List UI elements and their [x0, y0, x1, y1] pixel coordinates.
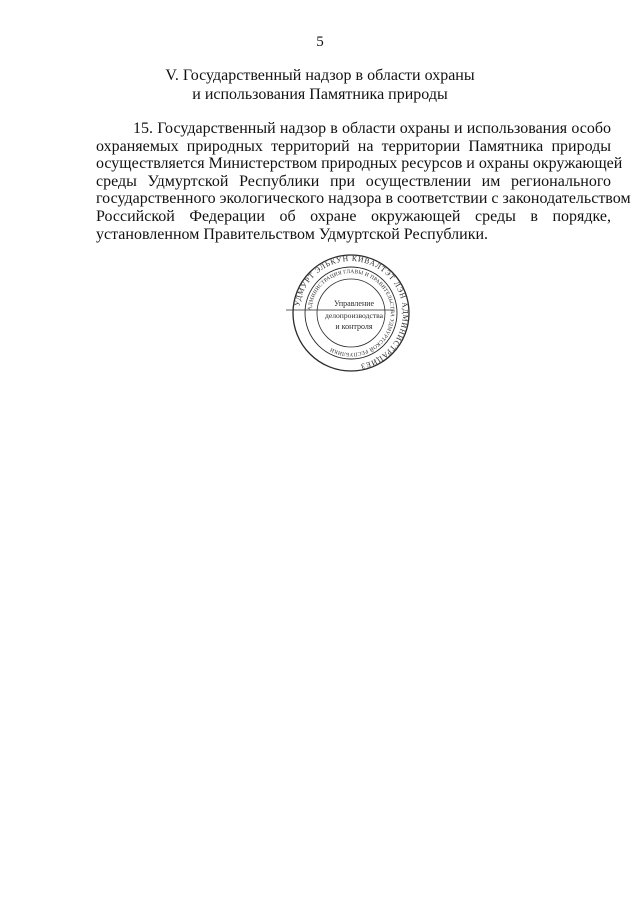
stamp-center-line-3: и контроля: [335, 322, 373, 331]
section-heading-line-1: V. Государственный надзор в области охраны: [165, 67, 475, 84]
stamp-outer-text: УДМУРТ ЭЛЬКУН КИВАЛТЭТ ЛЭН АДМИНИСТРАЦИЕЗ: [292, 253, 411, 372]
paragraph-line: среды Удмуртской Республики при осуществлении им регионального: [96, 172, 611, 190]
paragraph-line: осуществляется Министерством природных ресурсов и охраны окружающей: [96, 155, 623, 173]
section-heading: [60, 66, 580, 104]
paragraph-line: охраняемых природных территорий на территории Памятника природы: [96, 137, 611, 155]
section-heading-line-2: и использования Памятника природы: [192, 86, 448, 103]
official-stamp: [286, 253, 416, 373]
paragraph-line: 15. Государственный надзор в области охраны и использования особо: [133, 120, 611, 137]
stamp-center-line-1: Управление: [333, 299, 375, 308]
paragraph-line: установленном Правительством Удмуртской Республики.: [96, 225, 489, 243]
clause-15-paragraph: [96, 120, 631, 243]
stamp-center-line-2: делопроизводства: [324, 311, 384, 320]
paragraph-line: государственного экологического надзора в соответствии с законодательством: [96, 190, 631, 208]
paragraph-line: Российской Федерации об охране окружающей среды в порядке,: [96, 207, 611, 225]
stamp-inner-text: АДМИНИСТРАЦИЯ ГЛАВЫ И ПРАВИТЕЛЬСТВА УДМУРТСКОЙ РЕСПУБЛИКИ: [307, 268, 396, 358]
page-number: 5: [316, 34, 324, 50]
